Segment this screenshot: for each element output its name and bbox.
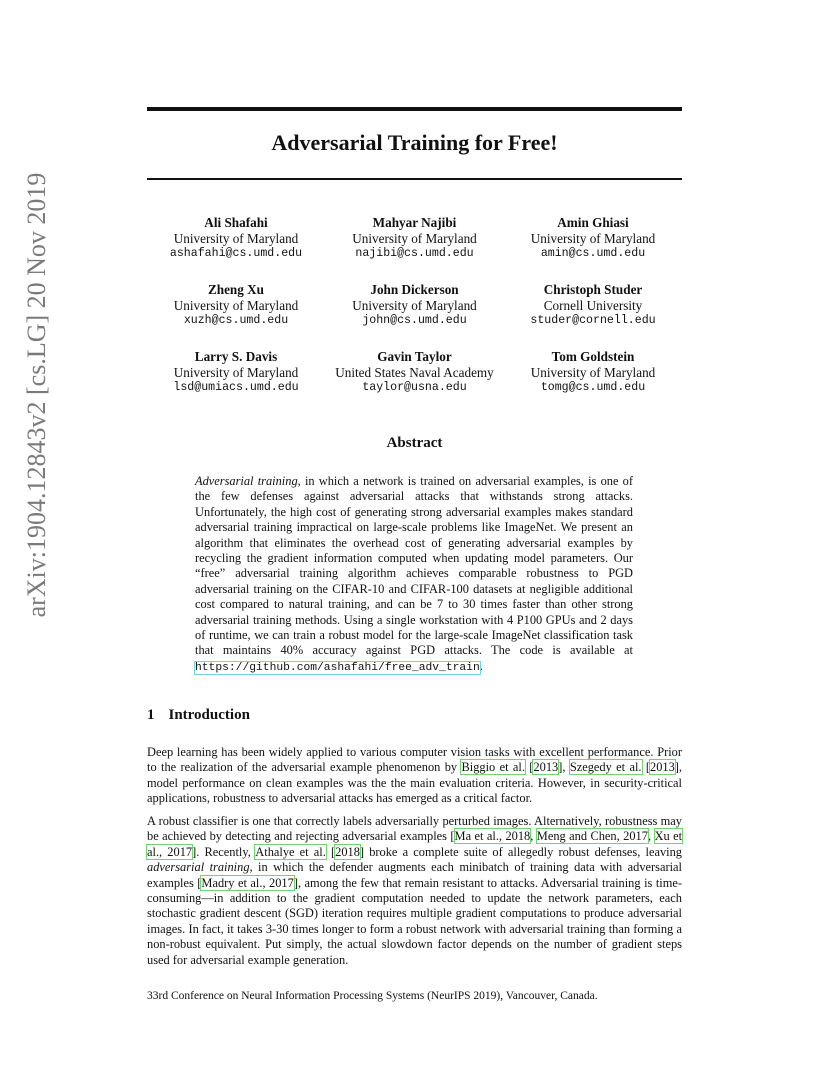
citation-link[interactable]: 2018 [335, 844, 360, 859]
text: , [647, 829, 655, 844]
author-affiliation: University of Maryland [530, 230, 656, 246]
author-email[interactable]: amin@cs.umd.edu [540, 247, 646, 260]
author [326, 282, 504, 349]
author-affiliation: United States Naval Academy [335, 364, 494, 380]
text: [ [641, 760, 650, 775]
text: Deep learning has been widely applied to various computer vision tasks with excellent performance. Prior to the realization of the adversarial example phenomenon by [147, 745, 682, 775]
author-affiliation: University of Maryland [352, 230, 477, 246]
author-name: Zheng Xu [207, 282, 265, 297]
arxiv-side-label: arXiv:1904.12843v2 [cs.LG] 20 Nov 2019 [22, 172, 51, 618]
text: [ [524, 760, 534, 775]
text: , [530, 829, 537, 844]
text: ], [558, 760, 570, 775]
citation-link[interactable]: Biggio et al. [461, 760, 525, 775]
author-name: Amin Ghiasi [557, 215, 629, 230]
citation-link[interactable]: Athalye et al. [255, 844, 326, 859]
author-email[interactable]: taylor@usna.edu [362, 381, 467, 394]
author-affiliation: University of Maryland [173, 297, 299, 313]
author [504, 215, 682, 282]
author [326, 349, 504, 416]
author [147, 282, 325, 349]
author-email[interactable]: john@cs.umd.edu [362, 314, 467, 327]
author [147, 215, 325, 282]
abstract-lead: Adversarial training [195, 474, 298, 488]
author-name: Christoph Studer [543, 282, 643, 297]
paper-title: Adversarial Training for Free! [271, 130, 558, 155]
text: A robust classifier is one that correctly labels adversarially perturbed images. Alternatively, robustness may be achieved by detecting and rejecting adversarial examples [ [147, 814, 682, 844]
author-name: Larry S. Davis [194, 349, 278, 364]
citation-link[interactable]: 2013 [650, 760, 675, 775]
author [147, 349, 325, 416]
abstract-body [195, 474, 633, 676]
title-bottom-rule [147, 178, 682, 180]
citation-link[interactable]: Meng and Chen, 2017 [536, 829, 648, 844]
author-email[interactable]: ashafahi@cs.umd.edu [169, 247, 303, 260]
citation-link[interactable]: Szegedy et al. [569, 760, 642, 775]
author-name: Ali Shafahi [204, 215, 268, 230]
section-number: 1 [147, 707, 155, 723]
author-email[interactable]: studer@cornell.edu [530, 314, 656, 327]
abstract-end: . [479, 658, 483, 673]
italic-term: adversarial training [147, 860, 250, 875]
citation-link[interactable]: Madry et al., 2017 [201, 875, 294, 890]
venue-footnote: 33rd Conference on Neural Information Processing Systems (NeurIPS 2019), Vancouver, Canada. [147, 990, 598, 1002]
author-block [147, 215, 682, 416]
author-row [147, 349, 682, 416]
author-name: Tom Goldstein [551, 349, 635, 364]
text: ] broke a complete suite of allegedly robust defenses, leaving [359, 844, 682, 859]
author-email[interactable]: xuzh@cs.umd.edu [183, 314, 289, 327]
author-affiliation: University of Maryland [173, 230, 299, 246]
author-row [147, 215, 682, 282]
text: , in which the defender augments each minibatch of training data with adversarial examples [ [147, 860, 682, 890]
section-title: Introduction [168, 707, 250, 723]
author-affiliation: University of Maryland [530, 364, 656, 380]
section-heading [147, 707, 250, 724]
text: ]. Recently, [192, 844, 256, 859]
text: ], model performance on clean examples was the the main evaluation criteria. However, in security-critical applications, robustness to adversarial attacks has emerged as a critical factor. [147, 760, 683, 806]
author [504, 349, 682, 416]
author [504, 282, 682, 349]
author-affiliation: Cornell University [543, 297, 643, 313]
author-name: Mahyar Najibi [372, 215, 457, 230]
author [326, 215, 504, 282]
author-name: John Dickerson [370, 282, 459, 297]
author-affiliation: University of Maryland [352, 297, 477, 313]
author-email[interactable]: tomg@cs.umd.edu [540, 381, 646, 394]
intro-paragraph-2 [147, 814, 682, 968]
text: ], among the few that remain resistant to attacks. Adversarial training is time-consuming—in addition to the gradient computation needed to update the network parameters, each stochastic gradient descent (SGD) iteration requires multiple gradient computations to produce adversarial images. In fact, it takes 3-30 times longer to form a robust network with adversarial training than forming a non-robust equivalent. Put simply, the actual slowdown factor depends on the number of gradient steps used for adversarial example generation. [147, 875, 682, 967]
author-email[interactable]: lsd@umiacs.umd.edu [173, 381, 299, 394]
code-link[interactable]: https://github.com/ashafahi/free_adv_train [195, 661, 480, 674]
text: [ [325, 844, 336, 859]
citation-link[interactable]: 2013 [533, 760, 559, 775]
title-top-rule [147, 107, 682, 111]
author-email[interactable]: najibi@cs.umd.edu [355, 247, 474, 260]
abstract-text: , in which a network is trained on adversarial examples, is one of the few defenses against adversarial attacks that withstands strong attacks. Unfortunately, the high cost of generating strong adversarial examples makes standard adversarial training impractical on large-scale problems like ImageNet. We present an algorithm that eliminates the overhead cost of generating adversarial examples by recycling the gradient information computed when updating model parameters. Our “free” adversarial training algorithm achieves comparable robustness to PGD adversarial training on the CIFAR-10 and CIFAR-100 datasets at negligible additional cost compared to natural training, and can be 7 to 30 times faster than other strong adversarial training methods. Using a single workstation with 4 P100 GPUs and 2 days of runtime, we can train a robust model for the large-scale ImageNet classification task that maintains 40% accuracy against PGD attacks. The code is available at [195, 474, 633, 658]
author-row [147, 282, 682, 349]
author-name: Gavin Taylor [377, 349, 452, 364]
intro-paragraph-1 [147, 745, 682, 807]
abstract-heading: Abstract [386, 435, 443, 451]
author-affiliation: University of Maryland [173, 364, 299, 380]
citation-link[interactable]: Ma et al., 2018 [454, 829, 531, 844]
citation-link[interactable]: Xu et al., 2017 [147, 829, 683, 859]
